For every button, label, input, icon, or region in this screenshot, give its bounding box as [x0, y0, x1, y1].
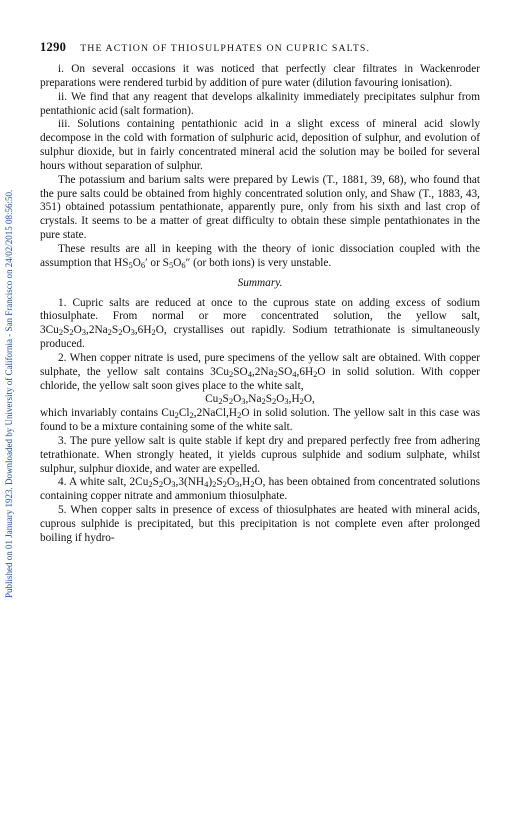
summary-point-1: 1. Cupric salts are reduced at once to the cuprous state on adding excess of sodium thiosulphate. From normal or more concentrated solution, the yellow salt, $3Cu_2S_2O_3,2Na_2S_2O_3,6H_2O$, crystallises out rapidly. Sodium tetrathionate is simultaneously produced. — [40, 296, 480, 351]
summary-point-2: 2. When copper nitrate is used, pure specimens of the yellow salt are obtained. With copper sulphate, the yellow salt contains $3Cu_2SO_4,2Na_2SO_4,6H_2O$ in solid solution. With copper chloride, the yellow salt soon gives place to the white salt, — [40, 351, 480, 392]
white-salt-formula: $Cu_2S_2O_3,Na_2S_2O_3,H_2O$, — [205, 393, 315, 407]
page-number: 1290 — [40, 40, 67, 54]
summary-point-2-continuation: which invariably contains $Cu_2Cl_2,2NaCl,H_2O$ in solid solution. The yellow salt in this case was found to be a mixture containing some of the white salt. — [40, 407, 480, 434]
page-header — [40, 40, 480, 55]
summary-point-5: 5. When copper salts in presence of excess of thiosulphates are heated with mineral acids, cuprous sulphide is precipitated, but this precipitation is not complete even after prolonged boiling if hydro- — [40, 504, 480, 544]
paragraph-potassium-barium: The potassium and barium salts were prepared by Lewis (T., 1881, 39, 68), who found that the pure salts could be obtained from highly concentrated solution only, and Shaw (T., 1883, 43, 351) obtained potassium pentathionate, apparently pure, only from his sixth and last crop of crystals. It seems to be a matter of great difficulty to obtain these simple pentathionates in the pure state. — [40, 173, 480, 242]
running-title: THE ACTION OF THIOSULPHATES ON CUPRIC SALTS. — [80, 43, 371, 54]
provenance-side-note — [2, 38, 16, 598]
paragraph-iii: iii. Solutions containing pentathionic acid in a slight excess of mineral acid slowly decompose in the cold with formation of sulphuric acid, deposition of sulphur, and evolution of sulphur dioxide, but in fairly concentrated mineral acid the solution may be boiled for several hours without separation of sulphur. — [40, 118, 480, 172]
journal-page — [40, 40, 480, 546]
paragraph-ii: ii. We find that any reagent that develops alkalinity immediately precipitates sulphur from pentathionic acid (salt formation). — [40, 90, 480, 117]
paragraph-ionic-theory: These results are all in keeping with the theory of ionic dissociation coupled with the assumption that $HS_5O_6'$ or $S_5O_6''$ (or both ions) is very unstable. — [40, 242, 480, 270]
summary-heading: Summary. — [237, 276, 283, 289]
provenance-text: Published on 01 January 1923. Downloaded by University of California - San Francisco on 24/02/2015 08:56:50. — [4, 189, 14, 598]
paragraph-i: i. On several occasions it was noticed that perfectly clear filtrates in Wackenroder preparations were rendered turbid by addition of pure water (dilution favouring ionisation). — [40, 63, 480, 89]
summary-point-4: 4. A white salt, $2Cu_2S_2O_3,3(NH_4)_2S_2O_3,H_2O$, has been obtained from concentrated solutions containing copper nitrate and ammonium thiosulphate. — [40, 476, 480, 503]
summary-point-3: 3. The pure yellow salt is quite stable if kept dry and prepared perfectly free from adhering tetrathionate. When strongly heated, it yields cuprous sulphide and sodium sulphate, whilst sulphur, sulphur dioxide, and water are expelled. — [40, 434, 480, 475]
